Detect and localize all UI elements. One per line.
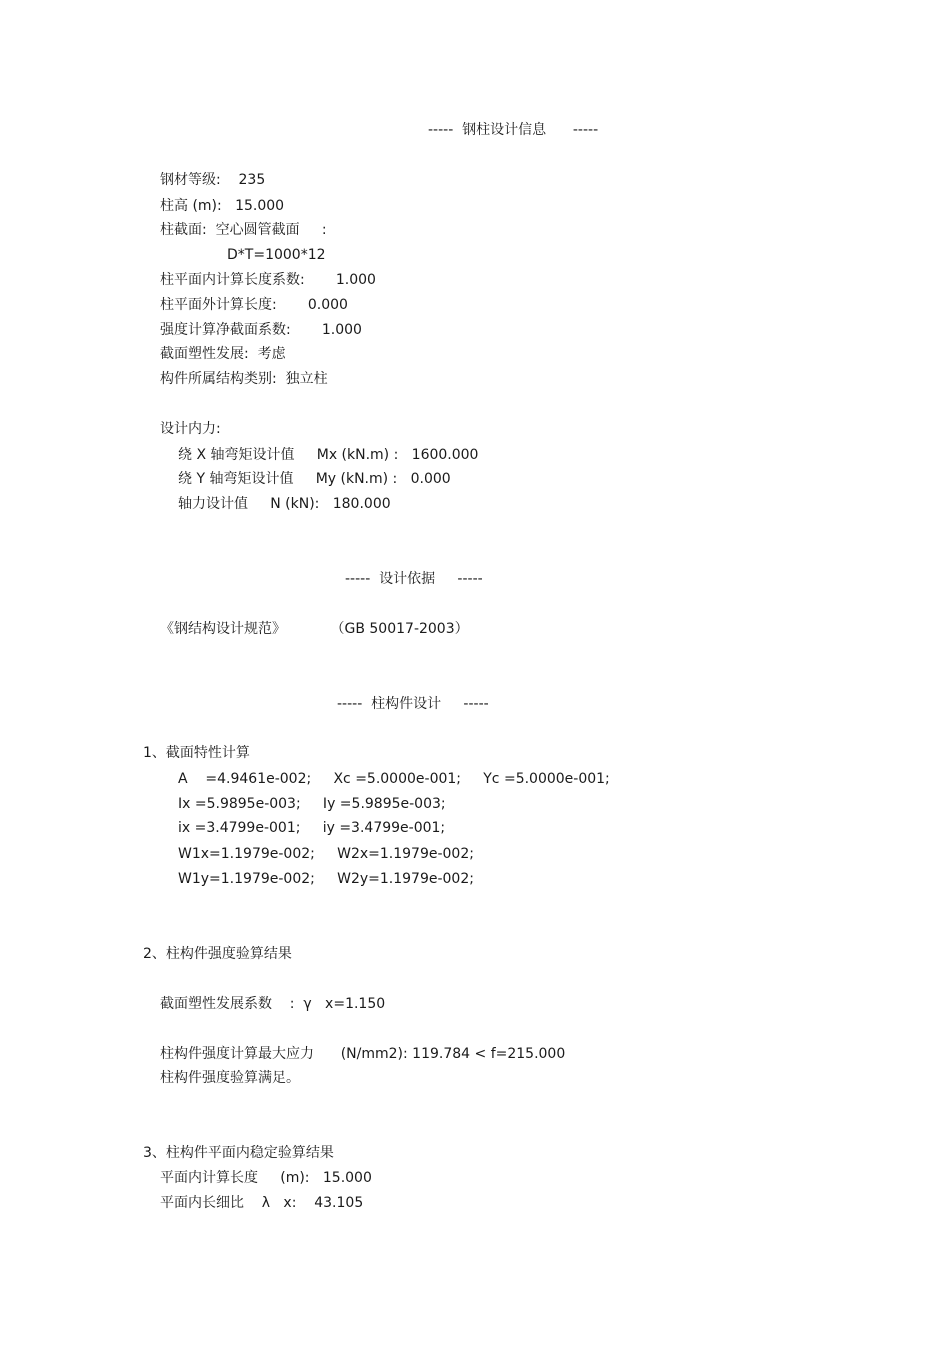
moment-x: 绕 X 轴弯矩设计值 Mx (kN.m) : 1600.000: [178, 447, 479, 463]
in-plane-slenderness: 平面内长细比 λ x: 43.105: [160, 1195, 364, 1211]
steel-grade: 钢材等级: 235: [160, 172, 266, 188]
out-plane-length: 柱平面外计算长度: 0.000: [160, 297, 348, 313]
section-properties-line4: W1x=1.1979e-002; W2x=1.1979e-002;: [178, 846, 474, 862]
moment-y: 绕 Y 轴弯矩设计值 My (kN.m) : 0.000: [178, 471, 451, 487]
section-dimensions: D*T=1000*12: [227, 247, 326, 263]
net-section-factor: 强度计算净截面系数: 1.000: [160, 322, 362, 338]
header-steel-column-info: ----- 钢柱设计信息 -----: [428, 122, 599, 138]
column-section: 柱截面: 空心圆管截面 :: [160, 222, 327, 238]
section1-title: 1、截面特性计算: [143, 745, 250, 761]
strength-ok: 柱构件强度验算满足。: [160, 1070, 300, 1086]
section-properties-line5: W1y=1.1979e-002; W2y=1.1979e-002;: [178, 871, 474, 887]
plastic-development: 截面塑性发展: 考虑: [160, 346, 286, 362]
design-code: 《钢结构设计规范》 （GB 50017-2003）: [160, 621, 469, 637]
section-properties-line2: Ix =5.9895e-003; Iy =5.9895e-003;: [178, 796, 446, 812]
section2-title: 2、柱构件强度验算结果: [143, 946, 292, 962]
structure-type: 构件所属结构类别: 独立柱: [160, 371, 328, 387]
in-plane-length-factor: 柱平面内计算长度系数: 1.000: [160, 272, 376, 288]
axial-force: 轴力设计值 N (kN): 180.000: [178, 496, 391, 512]
section3-title: 3、柱构件平面内稳定验算结果: [143, 1145, 334, 1161]
section-properties-line1: A =4.9461e-002; Xc =5.0000e-001; Yc =5.0000e-001;: [178, 771, 610, 787]
max-stress: 柱构件强度计算最大应力 (N/mm2): 119.784 < f=215.000: [160, 1046, 566, 1062]
design-forces-title: 设计内力:: [160, 421, 221, 437]
column-height: 柱高 (m): 15.000: [160, 198, 285, 214]
plastic-coefficient: 截面塑性发展系数 : γ x=1.150: [160, 996, 386, 1012]
header-column-design: ----- 柱构件设计 -----: [337, 696, 489, 712]
header-design-basis: ----- 设计依据 -----: [345, 571, 483, 587]
in-plane-calc-length: 平面内计算长度 (m): 15.000: [160, 1170, 372, 1186]
section-properties-line3: ix =3.4799e-001; iy =3.4799e-001;: [178, 820, 446, 836]
